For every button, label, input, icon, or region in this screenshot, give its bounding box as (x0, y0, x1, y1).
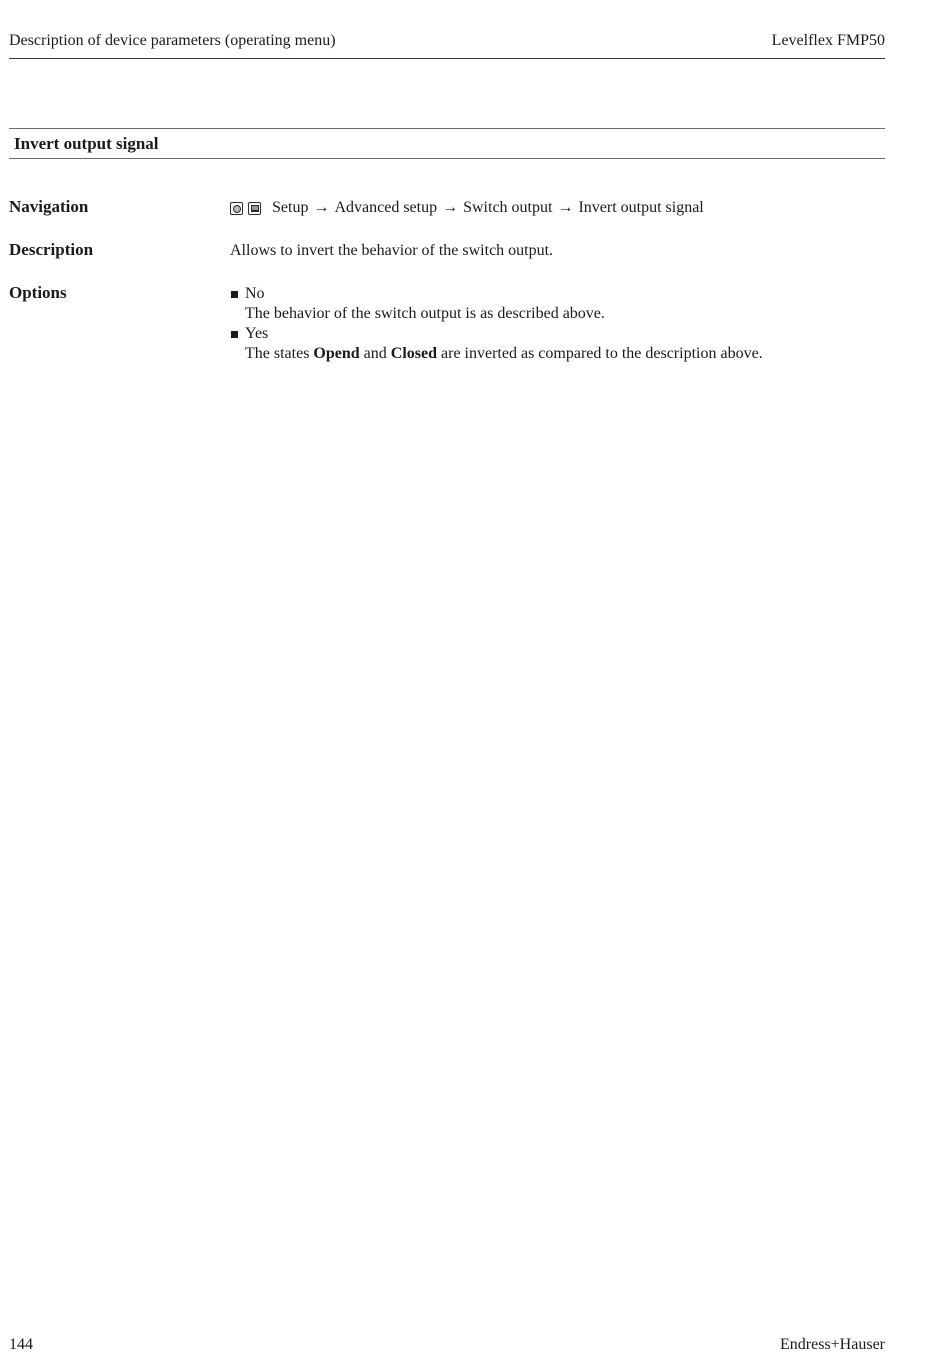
nav-step-setup: Setup (272, 199, 309, 216)
option-description (230, 344, 763, 364)
nav-arrow: → (442, 199, 459, 216)
option-item-yes (230, 324, 763, 344)
state-opend: Opend (313, 345, 360, 362)
page-header (9, 30, 885, 59)
desc-text: The states (245, 345, 314, 362)
nav-step-advanced-setup: Advanced setup (334, 199, 438, 216)
option-item-no (230, 284, 763, 304)
parameter-title: Invert output signal (14, 134, 159, 153)
footer-brand: Endress+Hauser (780, 1336, 885, 1353)
display-icon (248, 202, 261, 215)
parameter-title-bar (9, 128, 885, 159)
desc-text: and (359, 345, 391, 362)
page-footer (9, 1334, 885, 1356)
state-closed: Closed (390, 345, 438, 362)
options-list (230, 284, 763, 364)
bullet-icon (231, 291, 238, 298)
description-label: Description (9, 240, 94, 259)
nav-arrow: → (557, 199, 574, 216)
bullet-icon (231, 331, 238, 338)
header-section-title: Description of device parameters (operating menu) (9, 32, 336, 49)
navigation-path (230, 198, 704, 218)
option-description: The behavior of the switch output is as described above. (245, 305, 605, 322)
operating-tool-icon (230, 202, 243, 215)
header-device-name: Levelflex FMP50 (771, 32, 885, 49)
desc-text: are inverted as compared to the description above. (437, 345, 763, 362)
description-text: Allows to invert the behavior of the switch output. (230, 242, 554, 259)
option-name: No (245, 285, 265, 302)
page-number: 144 (9, 1336, 33, 1353)
nav-arrow: → (313, 199, 330, 216)
option-name: Yes (245, 325, 269, 342)
nav-step-invert-output-signal: Invert output signal (578, 199, 704, 216)
navigation-label: Navigation (9, 197, 89, 216)
options-label: Options (9, 283, 67, 302)
nav-step-switch-output: Switch output (463, 199, 553, 216)
